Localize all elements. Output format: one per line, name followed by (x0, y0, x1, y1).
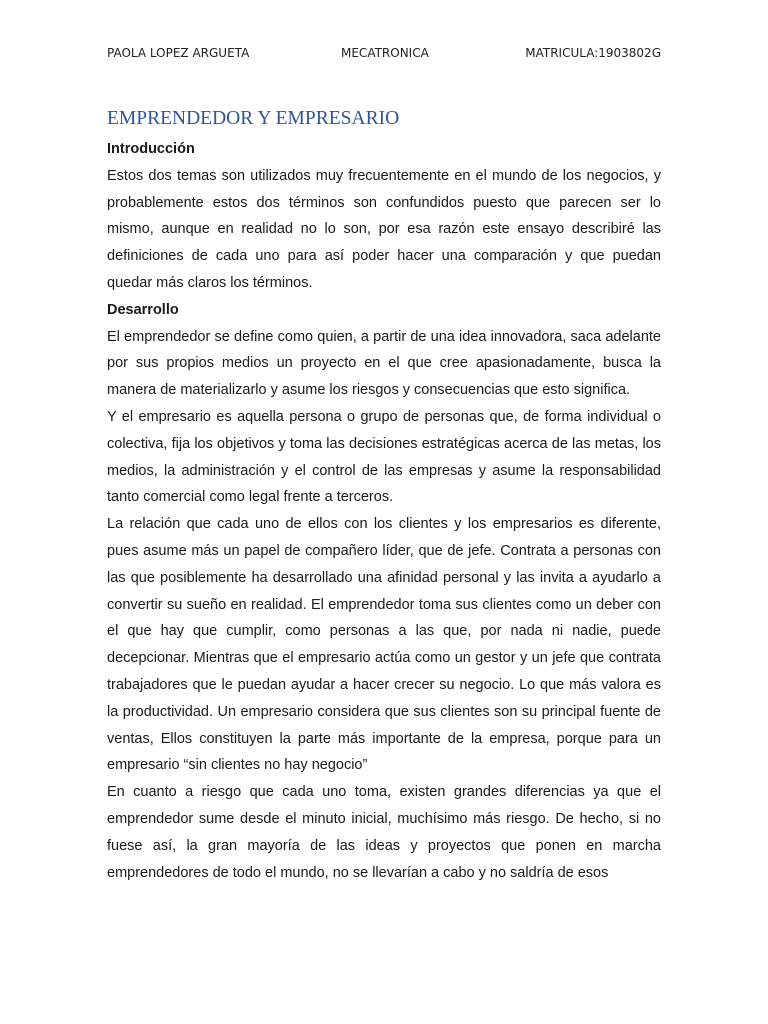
development-paragraph-1: El emprendedor se define como quien, a partir de una idea innovadora, saca adelante por sus propios medios un proyecto en el que cree apasionadamente, busca la manera de materializarlo y asume los riesgos y consecuencias que esto significa. (107, 328, 661, 399)
document-body (107, 106, 661, 886)
development-paragraph-2: Y el empresario es aquella persona o grupo de personas que, de forma individual o colectiva, fija los objetivos y toma las decisiones estratégicas acerca de las metas, los medios, la administración y el control de las empresas y asume la responsabilidad tanto comercial como legal frente a terceros. (107, 408, 661, 506)
page-header (107, 46, 661, 64)
development-heading: Desarrollo (107, 301, 179, 318)
intro-paragraph: Estos dos temas son utilizados muy frecuentemente en el mundo de los negocios, y probablemente estos dos términos son confundidos puesto que parecen ser lo mismo, aunque en realidad no lo son, por esa razón este ensayo describiré las definiciones de cada uno para así poder hacer una comparación y que puedan quedar más claros los términos. (107, 167, 661, 291)
header-career: MECATRONICA (341, 46, 429, 60)
development-paragraph-3: La relación que cada uno de ellos con los clientes y los empresarios es diferente, pues asume más un papel de compañero líder, que de jefe. Contrata a personas con las que posiblemente ha desarrollado una afinidad personal y las invita a ayudarlo a convertir su sueño en realidad. El emprendedor toma sus clientes como un deber con el que hay que cumplir, como personas a las que, por nada ni nadie, puede decepcionar. Mientras que el empresario actúa como un gestor y un jefe que contrata trabajadores que le puedan ayudar a hacer crecer su negocio. Lo que más valora es la productividad. Un empresario considera que sus clientes son su principal fuente de ventas, Ellos constituyen la parte más importante de la empresa, porque para un empresario “sin clientes no hay negocio” (107, 516, 661, 774)
document-title: EMPRENDEDOR Y EMPRESARIO (107, 108, 400, 129)
intro-heading: Introducción (107, 141, 195, 157)
header-author: PAOLA LOPEZ ARGUETA (107, 46, 250, 60)
header-matricula: MATRICULA:1903802G (525, 46, 661, 60)
development-paragraph-4: En cuanto a riesgo que cada uno toma, existen grandes diferencias ya que el emprendedor sume desde el minuto inicial, muchísimo más riesgo. De hecho, si no fuese así, la gran mayoría de las ideas y proyectos que ponen en marcha emprendedores de todo el mundo, no se llevarían a cabo y no saldría de esos (107, 784, 661, 881)
